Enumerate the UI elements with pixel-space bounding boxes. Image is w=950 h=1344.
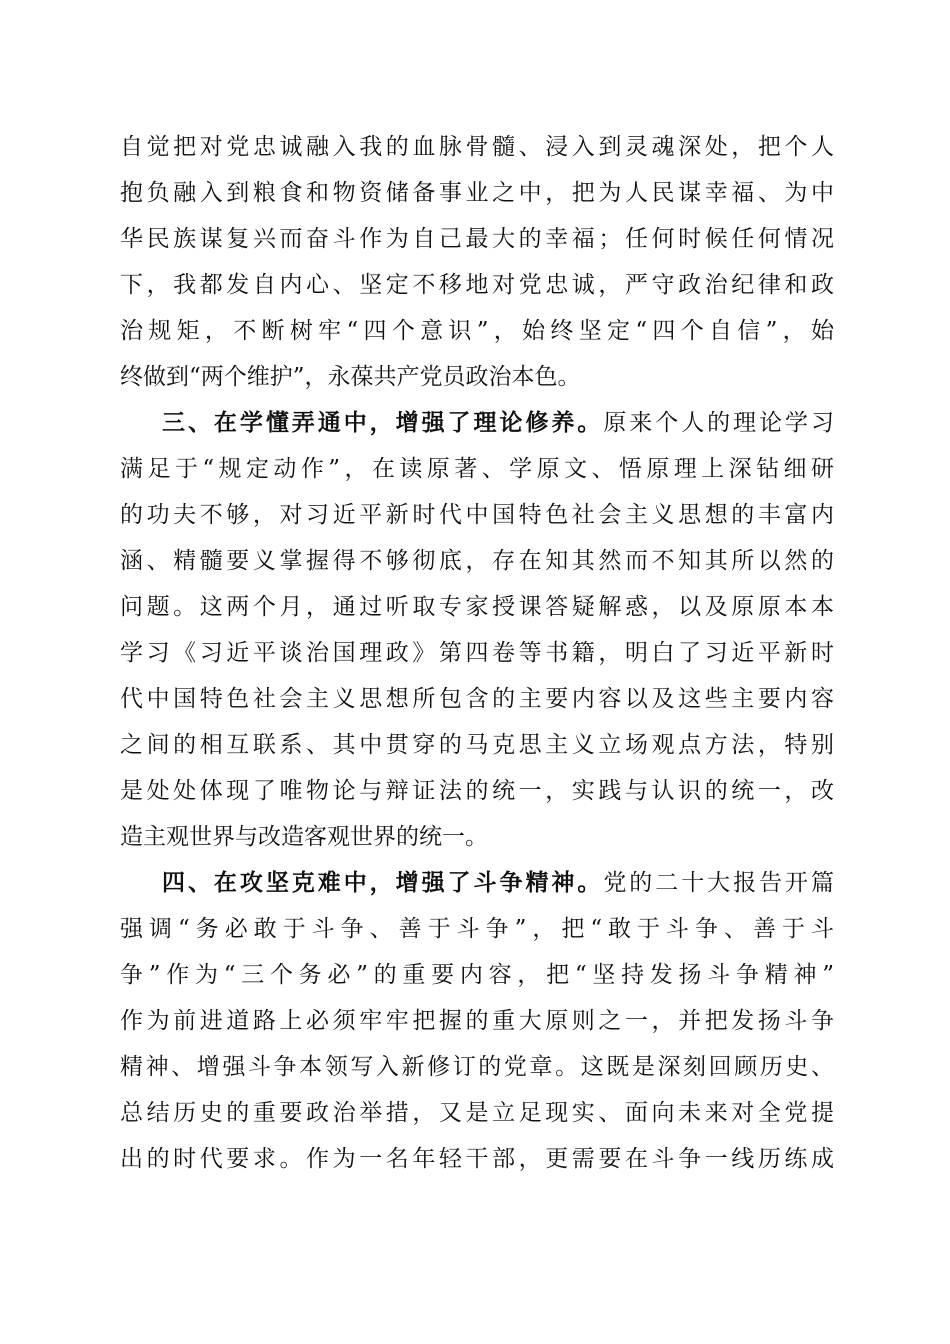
text-line: 总结历史的重要政治举措，又是立足现实、面向未来对全党提 — [120, 1100, 834, 1126]
text-line: 的功夫不够，对习近平新时代中国特色社会主义思想的丰富内 — [120, 502, 834, 528]
text-line: 治规矩，不断树牢“四个意识”，始终坚定“四个自信”，始 — [120, 318, 834, 344]
paragraph-section-three — [120, 400, 834, 860]
section-heading-four: 四、在攻坚克难中，增强了斗争精神。 — [162, 870, 604, 896]
paragraph-section-four — [120, 860, 834, 1182]
text-line: 自觉把对党忠诚融入我的血脉骨髓、浸入到灵魂深处，把个人 — [120, 134, 834, 160]
text-line: 下，我都发自内心、坚定不移地对党忠诚，严守政治纪律和政 — [120, 272, 834, 298]
text-line: 之间的相互联系、其中贯穿的马克思主义立场观点方法，特别 — [120, 732, 834, 758]
text-line: 造主观世界与改造客观世界的统一。 — [120, 824, 488, 850]
text-line: 问题。这两个月，通过听取专家授课答疑解惑，以及原原本本 — [120, 594, 834, 620]
text-line: 是处处体现了唯物论与辩证法的统一，实践与认识的统一，改 — [120, 778, 834, 804]
text-line: 学习《习近平谈治国理政》第四卷等书籍，明白了习近平新时 — [120, 640, 834, 666]
document-body — [120, 124, 834, 1182]
text-line: 抱负融入到粮食和物资储备事业之中，把为人民谋幸福、为中 — [120, 180, 834, 206]
text-line: 作为前进道路上必须牢牢把握的重大原则之一，并把发扬斗争 — [120, 1008, 834, 1034]
text-run: 原来个人的理论学习 — [603, 410, 835, 436]
text-line: 代中国特色社会主义思想所包含的主要内容以及这些主要内容 — [120, 686, 834, 712]
text-line-first — [120, 400, 834, 446]
text-line-first — [120, 860, 834, 906]
text-line: 争”作为“三个务必”的重要内容，把“坚持发扬斗争精神” — [120, 962, 834, 988]
text-line: 强调“务必敢于斗争、善于斗争”，把“敢于斗争、善于斗 — [120, 916, 834, 942]
text-line: 满足于“规定动作”，在读原著、学原文、悟原理上深钻细研 — [120, 456, 834, 482]
text-run: 党的二十大报告开篇 — [603, 870, 835, 896]
text-line: 精神、增强斗争本领写入新修订的党章。这既是深刻回顾历史、 — [120, 1054, 834, 1080]
section-heading-three: 三、在学懂弄通中，增强了理论修养。 — [162, 410, 604, 436]
paragraph-loyalty-continued — [120, 124, 834, 400]
text-line: 华民族谋复兴而奋斗作为自己最大的幸福；任何时候任何情况 — [120, 226, 834, 252]
text-line: 出的时代要求。作为一名年轻干部，更需要在斗争一线历练成 — [120, 1146, 834, 1172]
text-line: 涵、精髓要义掌握得不够彻底，存在知其然而不知其所以然的 — [120, 548, 834, 574]
text-line: 终做到“两个维护”，永葆共产党员政治本色。 — [120, 364, 581, 390]
